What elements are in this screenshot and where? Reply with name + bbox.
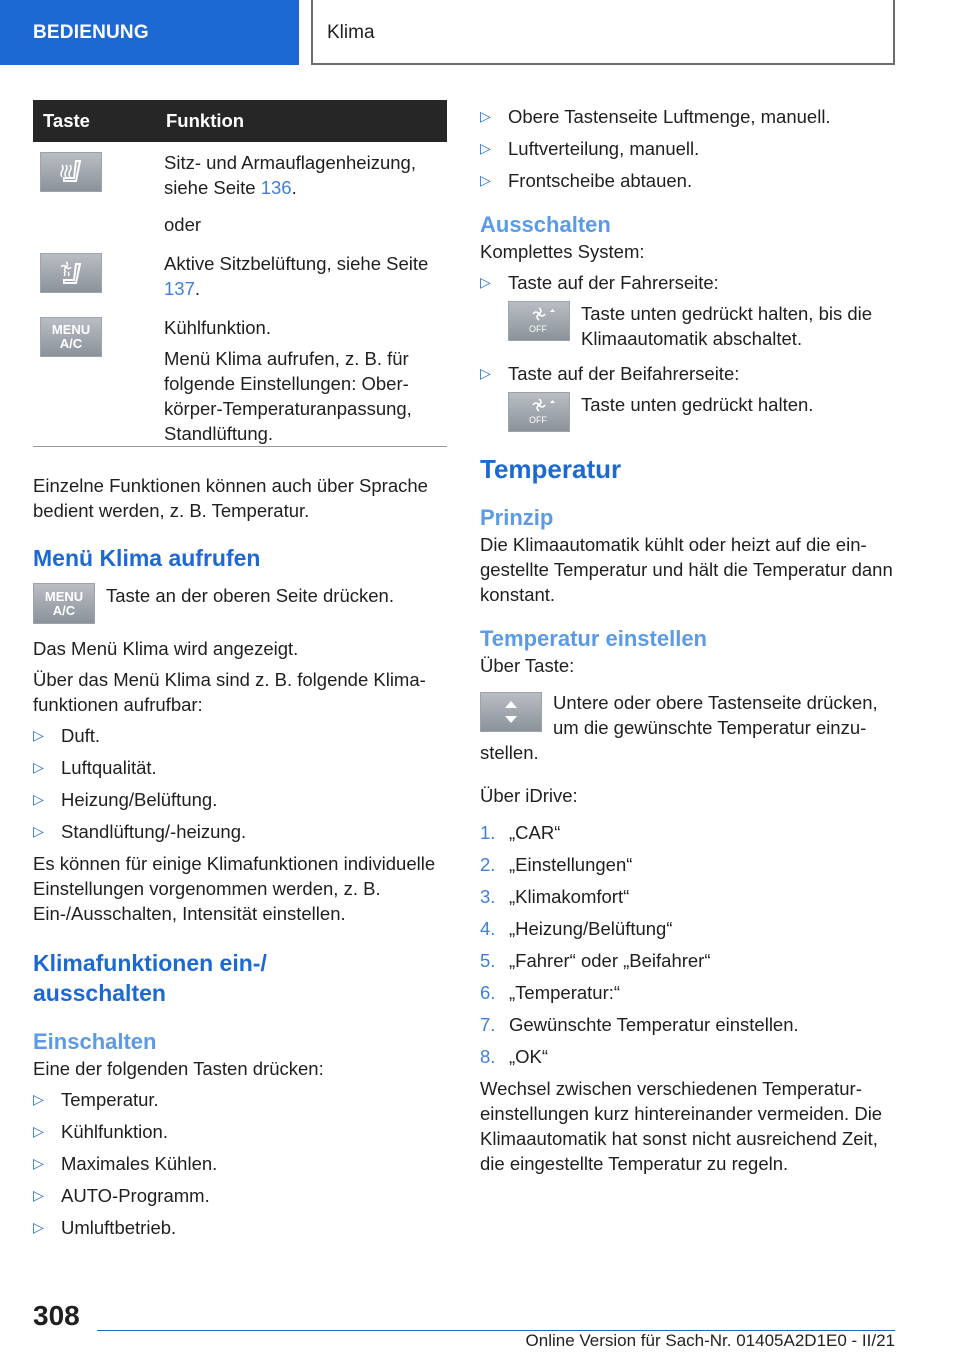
triangle-bullet-icon: ▷ <box>480 365 491 381</box>
prinzip-text: Die Klimaautomatik kühlt oder heizt auf die eingestellte Temperatur und hält die Temperatur dann konstant. <box>480 534 893 605</box>
ueber-idrive-label: Über iDrive: <box>480 785 578 806</box>
menu-shown-text: Das Menü Klima wird angezeigt. <box>33 638 299 659</box>
chapter-title: Klima <box>311 0 895 65</box>
taste-text: Untere oder obere Tastenseite drücken, um die gewünschte Temperatur einzustellen. <box>480 692 878 763</box>
fan-off-icon <box>508 392 570 432</box>
intro-text: Einzelne Funktionen können auch über Sprache bedient werden, z. B. Temperatur. <box>33 475 428 521</box>
list-item: ▷ Standlüftung/-heizung. <box>33 821 247 842</box>
table-text-seat-heating: Sitz- und Armauflagenheizung, siehe Seite 136. <box>164 152 416 198</box>
menu-ac-icon: MENU A/C <box>40 317 102 357</box>
list-item: ▷ Luftqualität. <box>33 757 157 778</box>
list-item: ▷ Umluftbetrieb. <box>33 1217 177 1238</box>
key-function-table <box>33 100 447 447</box>
off-label: OFF <box>529 324 547 334</box>
temp-button-block <box>480 690 895 765</box>
einschalten-list-continued <box>480 104 895 193</box>
list-item: 7. Gewünschte Temperatur einstellen. <box>480 1014 799 1035</box>
ausschalten-list <box>480 270 895 432</box>
list-item: ▷ Heizung/Belüftung. <box>33 789 218 810</box>
triangle-bullet-icon: ▷ <box>33 727 44 743</box>
menu-ac-icon: MENU A/C <box>33 583 95 624</box>
triangle-bullet-icon: ▷ <box>33 791 44 807</box>
table-text-seat-ventilation: Aktive Sitzbelüftung, siehe Seite 137. <box>164 253 429 299</box>
table-text-oder: oder <box>164 214 202 235</box>
list-item: ▷ Temperatur. <box>33 1089 159 1110</box>
ueber-taste-label: Über Taste: <box>480 655 575 676</box>
triangle-bullet-icon: ▷ <box>33 823 44 839</box>
list-item: ▷ AUTO-Programm. <box>33 1185 210 1206</box>
onoff-heading: Klimafunktionen ein-/ ausschalten <box>33 950 267 1006</box>
list-item: ▷ Kühlfunktion. <box>33 1121 168 1142</box>
list-item: 1. „CAR“ <box>480 822 561 843</box>
fan-off-icon <box>508 301 570 341</box>
triangle-bullet-icon: ▷ <box>33 1155 44 1171</box>
table-header-taste: Taste <box>33 100 156 142</box>
ausschalten-heading: Ausschalten <box>480 212 611 237</box>
page-number: 308 <box>33 1300 80 1331</box>
list-item: 5. „Fahrer“ oder „Beifahrer“ <box>480 950 711 971</box>
off-label: OFF <box>529 415 547 425</box>
einstellen-heading: Temperatur einstellen <box>480 626 707 651</box>
triangle-bullet-icon: ▷ <box>33 759 44 775</box>
menu-heading: Menü Klima aufrufen <box>33 545 261 571</box>
seat-ventilation-icon <box>40 253 102 293</box>
outro-text: Wechsel zwischen verschiedenen Temperatureinstellungen kurz hintereinander vermeiden. Die Klimaautomatik hat sonst nicht ausreichend Zeit, die eingestellte Temperatur zu regeln. <box>480 1078 883 1174</box>
table-row <box>33 243 447 307</box>
menu-outro-text: Es können für einige Klimafunktionen individuelle Einstellungen vorgenommen werden, z. B. Ein-/Ausschalten, Intensität einstellen. <box>33 853 436 924</box>
einschalten-heading: Einschalten <box>33 1029 157 1054</box>
list-item: ▷ Taste auf der Fahrerseite: OFF Taste unten gedrückt halten, bis die Klimaautomatik abschaltet. <box>480 270 895 351</box>
list-item: 2. „Einstellungen“ <box>480 854 633 875</box>
list-item: 3. „Klimakomfort“ <box>480 886 630 907</box>
menu-function-list <box>33 723 447 844</box>
triangle-bullet-icon: ▷ <box>480 140 491 156</box>
passenger-text: Taste unten gedrückt halten. <box>581 394 814 415</box>
list-item: 4. „Heizung/Belüftung“ <box>480 918 673 939</box>
ausschalten-intro: Komplettes System: <box>480 241 645 262</box>
menu-press-text: Taste an der oberen Seite drücken. <box>106 585 394 606</box>
list-item: ▷ Taste auf der Beifahrerseite: OFF Taste unten gedrückt halten. <box>480 361 895 432</box>
right-column <box>480 104 895 1182</box>
triangle-bullet-icon: ▷ <box>480 172 491 188</box>
list-item: ▷ Duft. <box>33 725 101 746</box>
list-item: 6. „Temperatur:“ <box>480 982 621 1003</box>
passenger-off-row <box>508 392 895 432</box>
idrive-steps <box>480 820 895 1069</box>
einschalten-intro: Eine der folgenden Tasten drücken: <box>33 1058 324 1079</box>
prinzip-heading: Prinzip <box>480 505 554 530</box>
list-item: ▷ Maximales Kühlen. <box>33 1153 218 1174</box>
table-header-funktion: Funktion <box>156 100 447 142</box>
triangle-bullet-icon: ▷ <box>33 1091 44 1107</box>
table-row <box>33 142 447 243</box>
footer-text: Online Version für Sach-Nr. 01405A2D1E0 - II/21 <box>525 1331 895 1350</box>
triangle-bullet-icon: ▷ <box>33 1219 44 1235</box>
list-item: ▷ Luftverteilung, manuell. <box>480 138 700 159</box>
temperatur-heading: Temperatur <box>480 454 622 484</box>
list-item: ▷ Frontscheibe abtauen. <box>480 170 693 191</box>
left-column <box>33 100 447 1247</box>
triangle-bullet-icon: ▷ <box>33 1123 44 1139</box>
table-text-menu: Menü Klima aufrufen, z. B. für folgende Einstellungen: Oberkörper-Temperaturanpassung, Standlüftung. <box>164 348 412 444</box>
up-down-arrows-icon <box>480 692 542 732</box>
triangle-bullet-icon: ▷ <box>480 108 491 124</box>
triangle-bullet-icon: ▷ <box>480 274 491 290</box>
page-link-137[interactable]: 137 <box>164 278 195 299</box>
menu-press-row <box>33 583 447 624</box>
list-item: ▷ Obere Tastenseite Luftmenge, manuell. <box>480 106 831 127</box>
driver-off-row <box>508 301 895 351</box>
table-row <box>33 307 447 447</box>
triangle-bullet-icon: ▷ <box>33 1187 44 1203</box>
menu-list-intro: Über das Menü Klima sind z. B. folgende Klimafunktionen aufrufbar: <box>33 669 426 715</box>
einschalten-list <box>33 1087 447 1240</box>
section-tab: BEDIENUNG <box>0 0 299 65</box>
list-item: 8. „OK“ <box>480 1046 549 1067</box>
table-text-kuehlfunktion: Kühlfunktion. <box>164 317 271 338</box>
driver-text: Taste unten gedrückt halten, bis die Klimaautomatik abschaltet. <box>581 303 873 349</box>
seat-heating-icon <box>40 152 102 192</box>
page-link-136[interactable]: 136 <box>260 177 292 198</box>
